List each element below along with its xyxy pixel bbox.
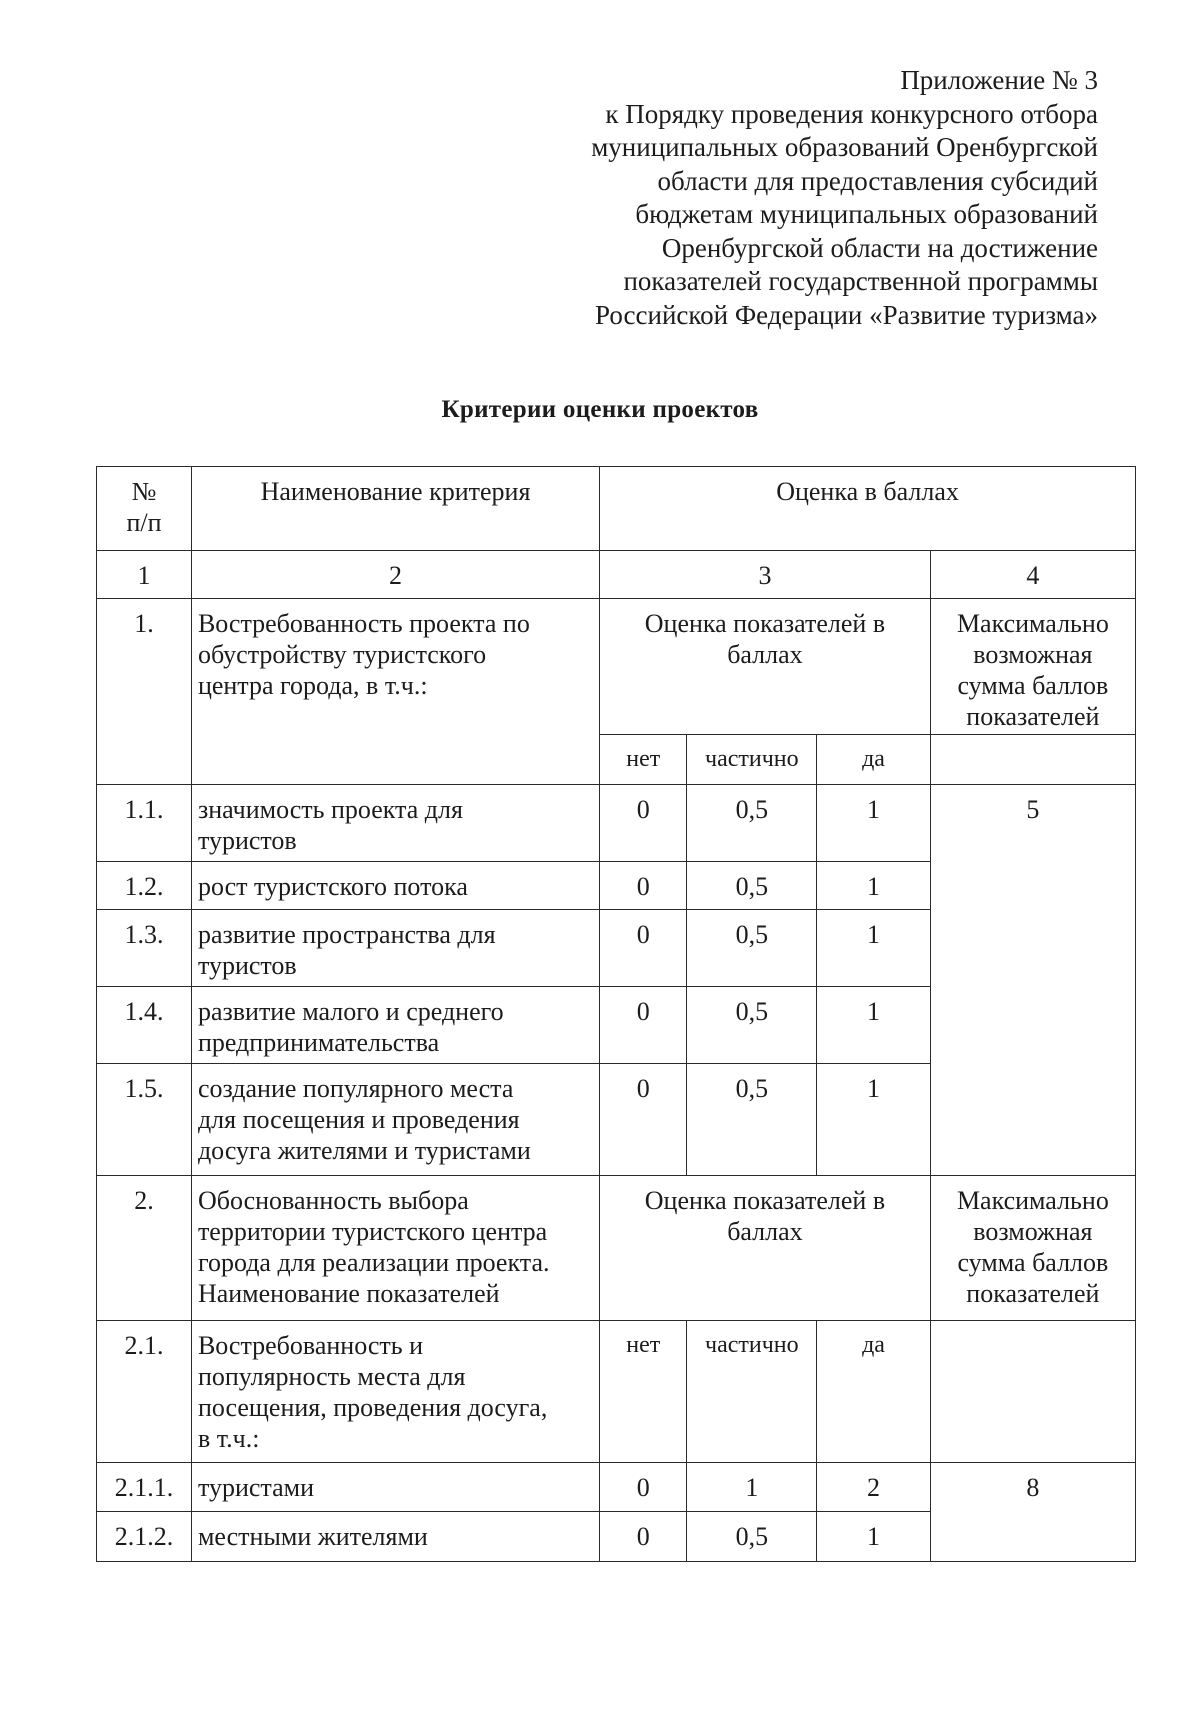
score-yes: 1 [817,987,931,1064]
appendix-line: Приложение № 3 [900,65,1098,95]
appendix-line: Российской Федерации «Развитие туризма» [595,299,1098,330]
score-no: 0 [600,987,687,1064]
score-yes: 2 [817,1463,931,1512]
criteria-table [96,466,1136,1562]
row-num: 1.3. [97,910,192,987]
score-yes: 1 [817,862,931,910]
header-name: Наименование критерия [191,467,599,551]
section-name: Востребованность проекта по обустройству туристского центра города, в т.ч.: [191,599,599,785]
appendix-header [498,64,1098,332]
subsection-row [97,1321,1136,1463]
row-num: 1.2. [97,862,192,910]
max-score: 5 [930,785,1135,1176]
row-name: Востребованность и популярность места для посещения, проведения досуга, в т.ч.: [191,1321,599,1463]
colnum: 4 [930,551,1135,599]
row-num: 2.1.2. [97,1512,192,1562]
max-score: 8 [930,1463,1135,1562]
appendix-line: показателей государственной программы [623,266,1098,296]
row-name: рост туристского потока [191,862,599,910]
score-header: Оценка показателей в баллах [600,1176,931,1321]
max-header: Максимально возможная сумма баллов показателей [930,599,1135,735]
level-yes: да [817,735,931,785]
section-num: 1. [97,599,192,785]
score-partial: 0,5 [687,785,817,862]
row-name: создание популярного места для посещения и проведения досуга жителями и туристами [191,1064,599,1176]
header-num: № п/п [97,467,192,551]
section-num: 2. [97,1176,192,1321]
level-no: нет [600,735,687,785]
empty-cell [930,735,1135,785]
colnum: 2 [191,551,599,599]
score-no: 0 [600,1064,687,1176]
score-yes: 1 [817,1064,931,1176]
score-no: 0 [600,785,687,862]
appendix-line: к Порядку проведения конкурсного отбора [605,98,1098,129]
colnum: 3 [600,551,931,599]
level-partial: частично [687,1321,817,1463]
score-partial: 0,5 [687,1064,817,1176]
score-partial: 0,5 [687,987,817,1064]
row-name: местными жителями [191,1512,599,1562]
score-partial: 0,5 [687,910,817,987]
row-name: значимость проекта для туристов [191,785,599,862]
table-row [97,785,1136,862]
document-title: Критерии оценки проектов [441,396,759,423]
level-no: нет [600,1321,687,1463]
section-row [97,599,1136,735]
score-partial: 0,5 [687,1512,817,1562]
score-partial: 0,5 [687,862,817,910]
score-no: 0 [600,910,687,987]
empty-cell [930,1321,1135,1463]
score-no: 0 [600,1512,687,1562]
table-row [97,1463,1136,1512]
appendix-line: Оренбургской области на достижение [661,232,1098,263]
max-header: Максимально возможная сумма баллов показателей [930,1176,1135,1321]
score-partial: 1 [687,1463,817,1512]
column-number-row [97,551,1136,599]
row-name: развитие малого и среднего предпринимательства [191,987,599,1064]
level-partial: частично [687,735,817,785]
header-score: Оценка в баллах [600,467,1136,551]
row-num: 1.5. [97,1064,192,1176]
colnum: 1 [97,551,192,599]
score-yes: 1 [817,785,931,862]
score-header: Оценка показателей в баллах [600,599,931,735]
row-num: 2.1. [97,1321,192,1463]
score-no: 0 [600,862,687,910]
appendix-line: области для предоставления субсидий [657,165,1098,196]
level-yes: да [817,1321,931,1463]
row-num: 1.1. [97,785,192,862]
row-num: 2.1.1. [97,1463,192,1512]
score-yes: 1 [817,910,931,987]
row-name: развитие пространства для туристов [191,910,599,987]
appendix-line: бюджетам муниципальных образований [635,199,1098,229]
table-header-row [97,467,1136,551]
row-name: туристами [191,1463,599,1512]
row-num: 1.4. [97,987,192,1064]
score-yes: 1 [817,1512,931,1562]
section-name: Обоснованность выбора территории туристского центра города для реализации проекта. Наименование показателей [191,1176,599,1321]
score-no: 0 [600,1463,687,1512]
section-row [97,1176,1136,1321]
appendix-line: муниципальных образований Оренбургской [591,132,1098,162]
